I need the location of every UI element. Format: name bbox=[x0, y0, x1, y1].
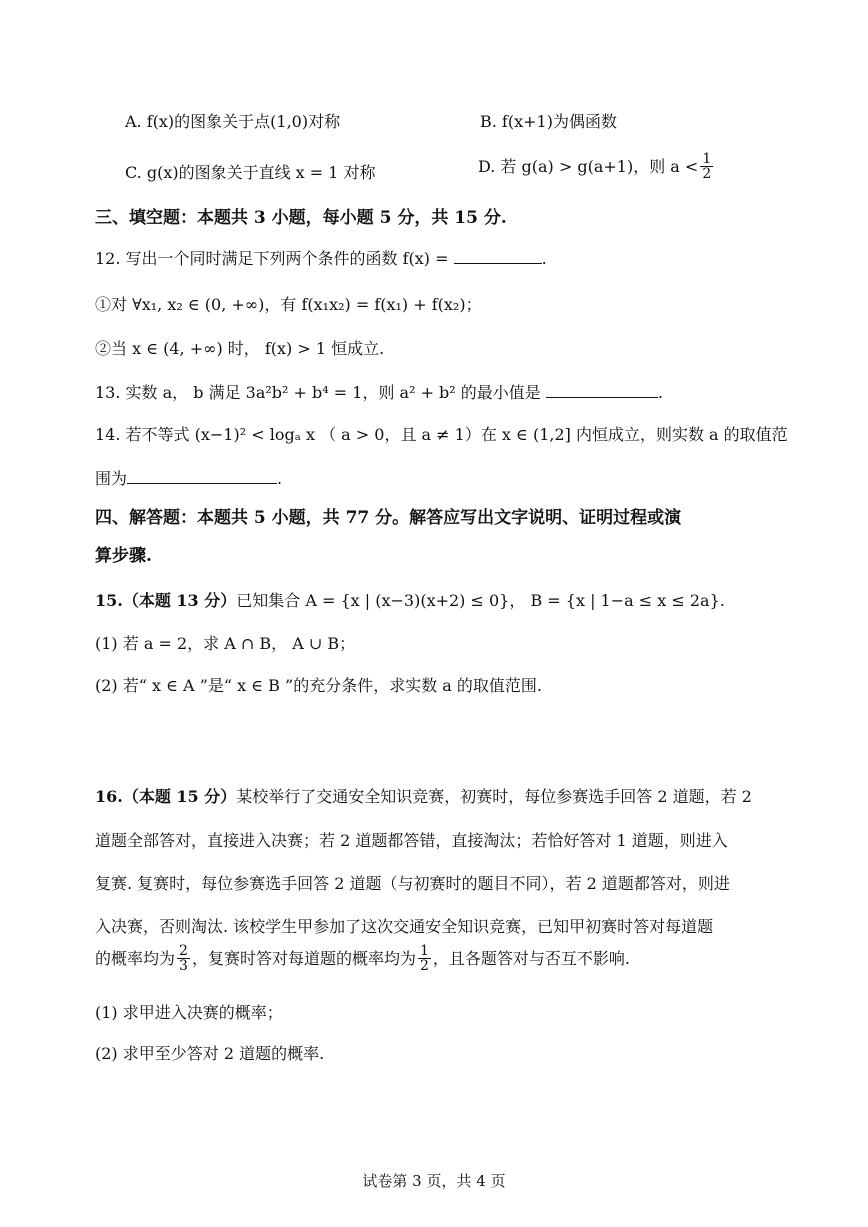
question-13-stem bbox=[95, 381, 663, 404]
q15-part-2: (2) 若“ x ∈ A ”是“ x ∈ B ”的充分条件，求实数 a 的取值范围. bbox=[95, 676, 543, 695]
q12-stem-text: 12. 写出一个同时满足下列两个条件的函数 f(x) = bbox=[95, 249, 449, 268]
q12-condition-1: ①对 ∀x₁, x₂ ∈ (0, +∞)，有 f(x₁x₂) = f(x₁) + f(x₂)； bbox=[95, 295, 482, 314]
q13-answer-blank[interactable] bbox=[546, 381, 658, 398]
question-16-line-5 bbox=[95, 944, 630, 973]
q16-part-2: (2) 求甲至少答对 2 道题的概率. bbox=[95, 1044, 325, 1063]
q15-part-1: (1) 若 a = 2，求 A ∩ B， A ∪ B； bbox=[95, 634, 356, 653]
question-16-line-3: 复赛. 复赛时，每位参赛选手回答 2 道题（与初赛时的题目不同），若 2 道题都答对，则进 bbox=[95, 874, 730, 893]
option-d-fraction bbox=[700, 152, 713, 181]
section-4-heading-line-1: 四、解答题：本题共 5 小题，共 77 分。解答应写出文字说明、证明过程或演 bbox=[95, 508, 682, 528]
option-c: C. g(x)的图象关于直线 x = 1 对称 bbox=[125, 163, 376, 182]
question-14-line-2 bbox=[95, 467, 282, 490]
q15-stem-text: 已知集合 A = {x | (x−3)(x+2) ≤ 0}， B = {x | 1−a ≤ x ≤ 2a}. bbox=[236, 591, 725, 610]
q16-frac2-denominator: 2 bbox=[419, 958, 429, 974]
q16-line5-c: ，且各题答对与否互不影响. bbox=[432, 948, 630, 968]
option-d-numerator: 1 bbox=[702, 151, 712, 167]
q12-answer-blank[interactable] bbox=[454, 247, 542, 264]
q16-frac2-numerator: 1 bbox=[419, 943, 429, 959]
q16-frac1-numerator: 2 bbox=[179, 943, 188, 959]
question-16-line-4: 入决赛，否则淘汰. 该校学生甲参加了这次交通安全知识竞赛，已知甲初赛时答对每道题 bbox=[95, 917, 714, 936]
q16-part-1: (1) 求甲进入决赛的概率； bbox=[95, 1003, 283, 1022]
q14-line2-end: . bbox=[277, 469, 283, 488]
section-3-heading: 三、填空题：本题共 3 小题，每小题 5 分，共 15 分. bbox=[95, 208, 507, 228]
q13-stem-end: . bbox=[657, 383, 663, 402]
option-d-text: D. 若 g(a) > g(a+1)，则 a < bbox=[478, 156, 699, 176]
question-14-line-1: 14. 若不等式 (x−1)² < logₐ x （ a > 0，且 a ≠ 1）在 x ∈ (1,2] 内恒成立，则实数 a 的取值范 bbox=[95, 425, 788, 444]
q14-answer-blank[interactable] bbox=[127, 467, 277, 484]
question-12-stem bbox=[95, 247, 547, 270]
q16-frac1-denominator: 3 bbox=[179, 958, 188, 974]
q16-fraction-two-thirds bbox=[177, 944, 190, 973]
q14-line2-text: 围为 bbox=[95, 469, 128, 488]
q16-fraction-one-half bbox=[418, 944, 431, 973]
question-15-stem bbox=[95, 590, 725, 612]
q16-tag: 16.（本题 15 分） bbox=[95, 787, 237, 806]
q12-condition-2: ②当 x ∈ (4, +∞) 时， f(x) > 1 恒成立. bbox=[95, 339, 385, 358]
option-a: A. f(x)的图象关于点(1,0)对称 bbox=[125, 112, 341, 131]
page-footer: 试卷第 3 页，共 4 页 bbox=[362, 1172, 506, 1190]
q16-line5-a: 的概率均为 bbox=[95, 948, 176, 968]
option-d bbox=[478, 152, 715, 181]
q15-tag: 15.（本题 13 分） bbox=[95, 591, 237, 610]
section-4-heading-line-2: 算步骤. bbox=[95, 546, 152, 566]
q16-line1-text: 某校举行了交通安全知识竞赛，初赛时，每位参赛选手回答 2 道题，若 2 bbox=[236, 787, 752, 806]
question-16-line-2: 道题全部答对，直接进入决赛；若 2 道题都答错，直接淘汰；若恰好答对 1 道题，则进入 bbox=[95, 831, 728, 850]
question-16-line-1 bbox=[95, 786, 752, 808]
q12-stem-end: . bbox=[541, 249, 547, 268]
option-b: B. f(x+1)为偶函数 bbox=[480, 112, 617, 131]
option-d-denominator: 2 bbox=[702, 166, 712, 182]
q16-line5-b: ，复赛时答对每道题的概率均为 bbox=[191, 948, 416, 968]
q13-stem-text: 13. 实数 a， b 满足 3a²b² + b⁴ = 1，则 a² + b² 的最小值是 bbox=[95, 383, 541, 402]
